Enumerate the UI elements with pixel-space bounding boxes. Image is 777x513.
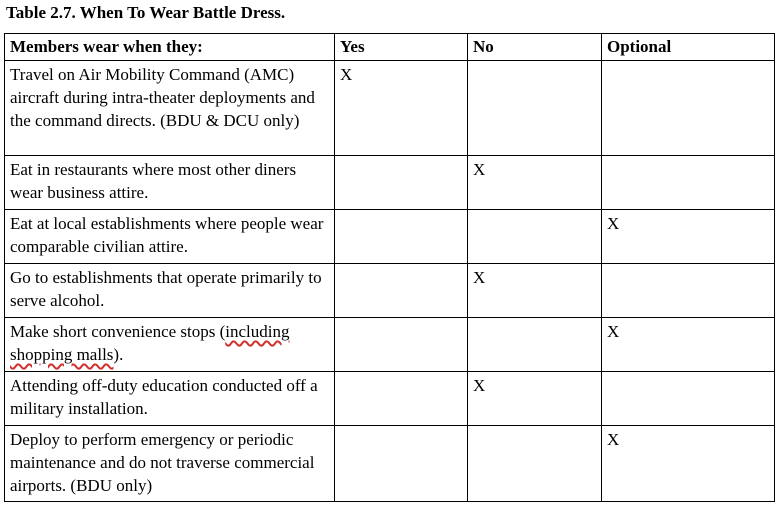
situation-text-start: Make short convenience stops ( <box>10 322 226 341</box>
situation-cell: Eat in restaurants where most other diners wear business attire. <box>5 156 335 210</box>
no-cell: X <box>468 372 602 426</box>
situation-cell: Go to establishments that operate primarily to serve alcohol. <box>5 264 335 318</box>
table-row <box>5 318 775 372</box>
yes-cell <box>335 264 468 318</box>
table-row <box>5 61 775 156</box>
yes-cell <box>335 156 468 210</box>
column-header-optional: Optional <box>602 34 775 61</box>
optional-cell <box>602 372 775 426</box>
no-cell: X <box>468 156 602 210</box>
situation-text-end: ). <box>113 345 124 364</box>
table-row <box>5 210 775 264</box>
battle-dress-table <box>4 33 775 502</box>
yes-cell <box>335 372 468 426</box>
spellcheck-flagged-text: including shopping malls <box>10 322 290 364</box>
column-header-no: No <box>468 34 602 61</box>
table-row <box>5 264 775 318</box>
column-header-yes: Yes <box>335 34 468 61</box>
optional-cell: X <box>602 318 775 372</box>
yes-cell: X <box>335 61 468 156</box>
yes-cell <box>335 210 468 264</box>
no-cell <box>468 61 602 156</box>
optional-cell <box>602 156 775 210</box>
optional-cell <box>602 264 775 318</box>
table-row <box>5 372 775 426</box>
situation-cell: Eat at local establishments where people wear comparable civilian attire. <box>5 210 335 264</box>
optional-cell: X <box>602 210 775 264</box>
column-header-situation: Members wear when they: <box>5 34 335 61</box>
situation-cell: Travel on Air Mobility Command (AMC) aircraft during intra-theater deployments and the command directs. (BDU & DCU only) <box>5 61 335 156</box>
situation-cell: Attending off-duty education conducted off a military installation. <box>5 372 335 426</box>
table-row <box>5 426 775 502</box>
table-caption: Table 2.7. When To Wear Battle Dress. <box>6 3 286 22</box>
table-row <box>5 156 775 210</box>
situation-cell <box>5 318 335 372</box>
optional-cell <box>602 61 775 156</box>
no-cell <box>468 318 602 372</box>
situation-cell: Deploy to perform emergency or periodic maintenance and do not traverse commercial airports. (BDU only) <box>5 426 335 502</box>
no-cell <box>468 210 602 264</box>
no-cell <box>468 426 602 502</box>
yes-cell <box>335 318 468 372</box>
header-row <box>5 34 775 61</box>
yes-cell <box>335 426 468 502</box>
optional-cell: X <box>602 426 775 502</box>
no-cell: X <box>468 264 602 318</box>
